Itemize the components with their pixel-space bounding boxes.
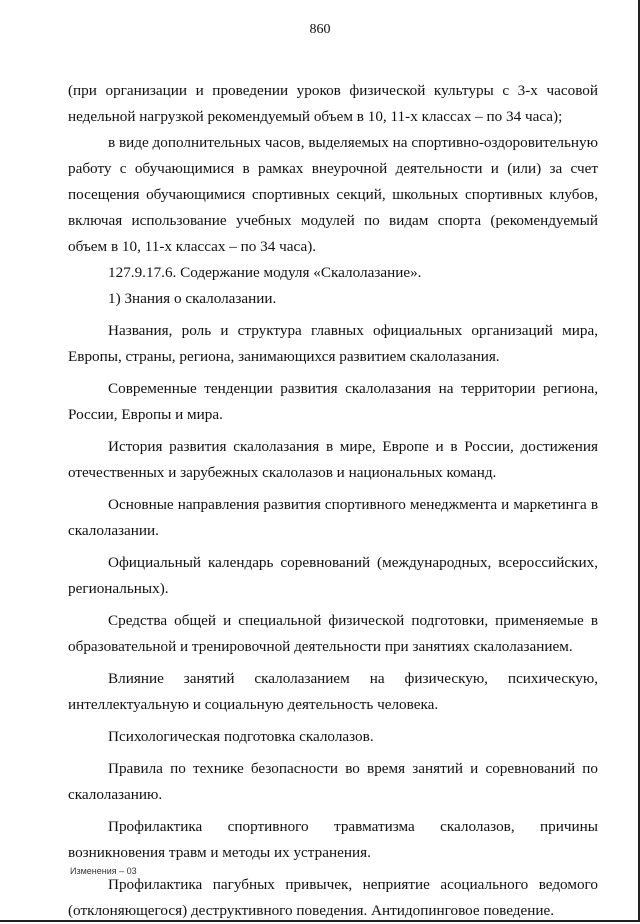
paragraph-trends: Современные тенденции развития скалолазания на территории региона, России, Европы и мира. bbox=[68, 380, 598, 423]
paragraph-influence: Влияние занятий скалолазанием на физическую, психическую, интеллектуальную и социальную деятельность человека. bbox=[68, 670, 598, 713]
paragraph-organizations: Названия, роль и структура главных официальных организаций мира, Европы, страны, региона, занимающихся развитием скалолазания. bbox=[68, 322, 598, 365]
page-number: 860 bbox=[309, 22, 331, 37]
paragraph-injury-prevention: Профилактика спортивного травматизма скалолазов, причины возникновения травм и методы их устранения. bbox=[68, 818, 598, 861]
paragraph-continuation: (при организации и проведении уроков физической культуры с 3-х часовой недельной нагрузкой рекомендуемый объем в 10, 11-х классах – по 34 часа); bbox=[68, 82, 598, 125]
document-body bbox=[68, 78, 598, 924]
paragraph-bad-habits: Профилактика пагубных привычек, неприятие асоциального ведомого (отклоняющегося) деструктивного поведения. Антидопинговое поведение. bbox=[68, 876, 598, 919]
paragraph-psychology: Психологическая подготовка скалолазов. bbox=[108, 728, 374, 745]
subsection-heading-knowledge: 1) Знания о скалолазании. bbox=[108, 290, 277, 307]
paragraph-safety-rules: Правила по технике безопасности во время занятий и соревнований по скалолазанию. bbox=[68, 760, 598, 803]
footer-note: Изменения – 03 bbox=[70, 866, 137, 876]
paragraph-training-means: Средства общей и специальной физической подготовки, применяемые в образовательной и тренировочной деятельности при занятиях скалолазанием. bbox=[68, 612, 598, 655]
section-heading-climbing-module: 127.9.17.6. Содержание модуля «Скалолазание». bbox=[108, 264, 422, 281]
paragraph-management: Основные направления развития спортивного менеджмента и маркетинга в скалолазании. bbox=[68, 496, 598, 539]
paragraph-additional-hours: в виде дополнительных часов, выделяемых на спортивно-оздоровительную работу с обучающимися в рамках внеурочной деятельности и (или) за счет посещения обучающимися спортивных секций, школьных спортивных клубов, включая использование учебных модулей по видам спорта (рекомендуемый объем в 10, 11-х классах – по 34 часа). bbox=[68, 134, 598, 255]
paragraph-history: История развития скалолазания в мире, Европе и в России, достижения отечественных и зарубежных скалолазов и национальных команд. bbox=[68, 438, 598, 481]
paragraph-calendar: Официальный календарь соревнований (международных, всероссийских, региональных). bbox=[68, 554, 598, 597]
